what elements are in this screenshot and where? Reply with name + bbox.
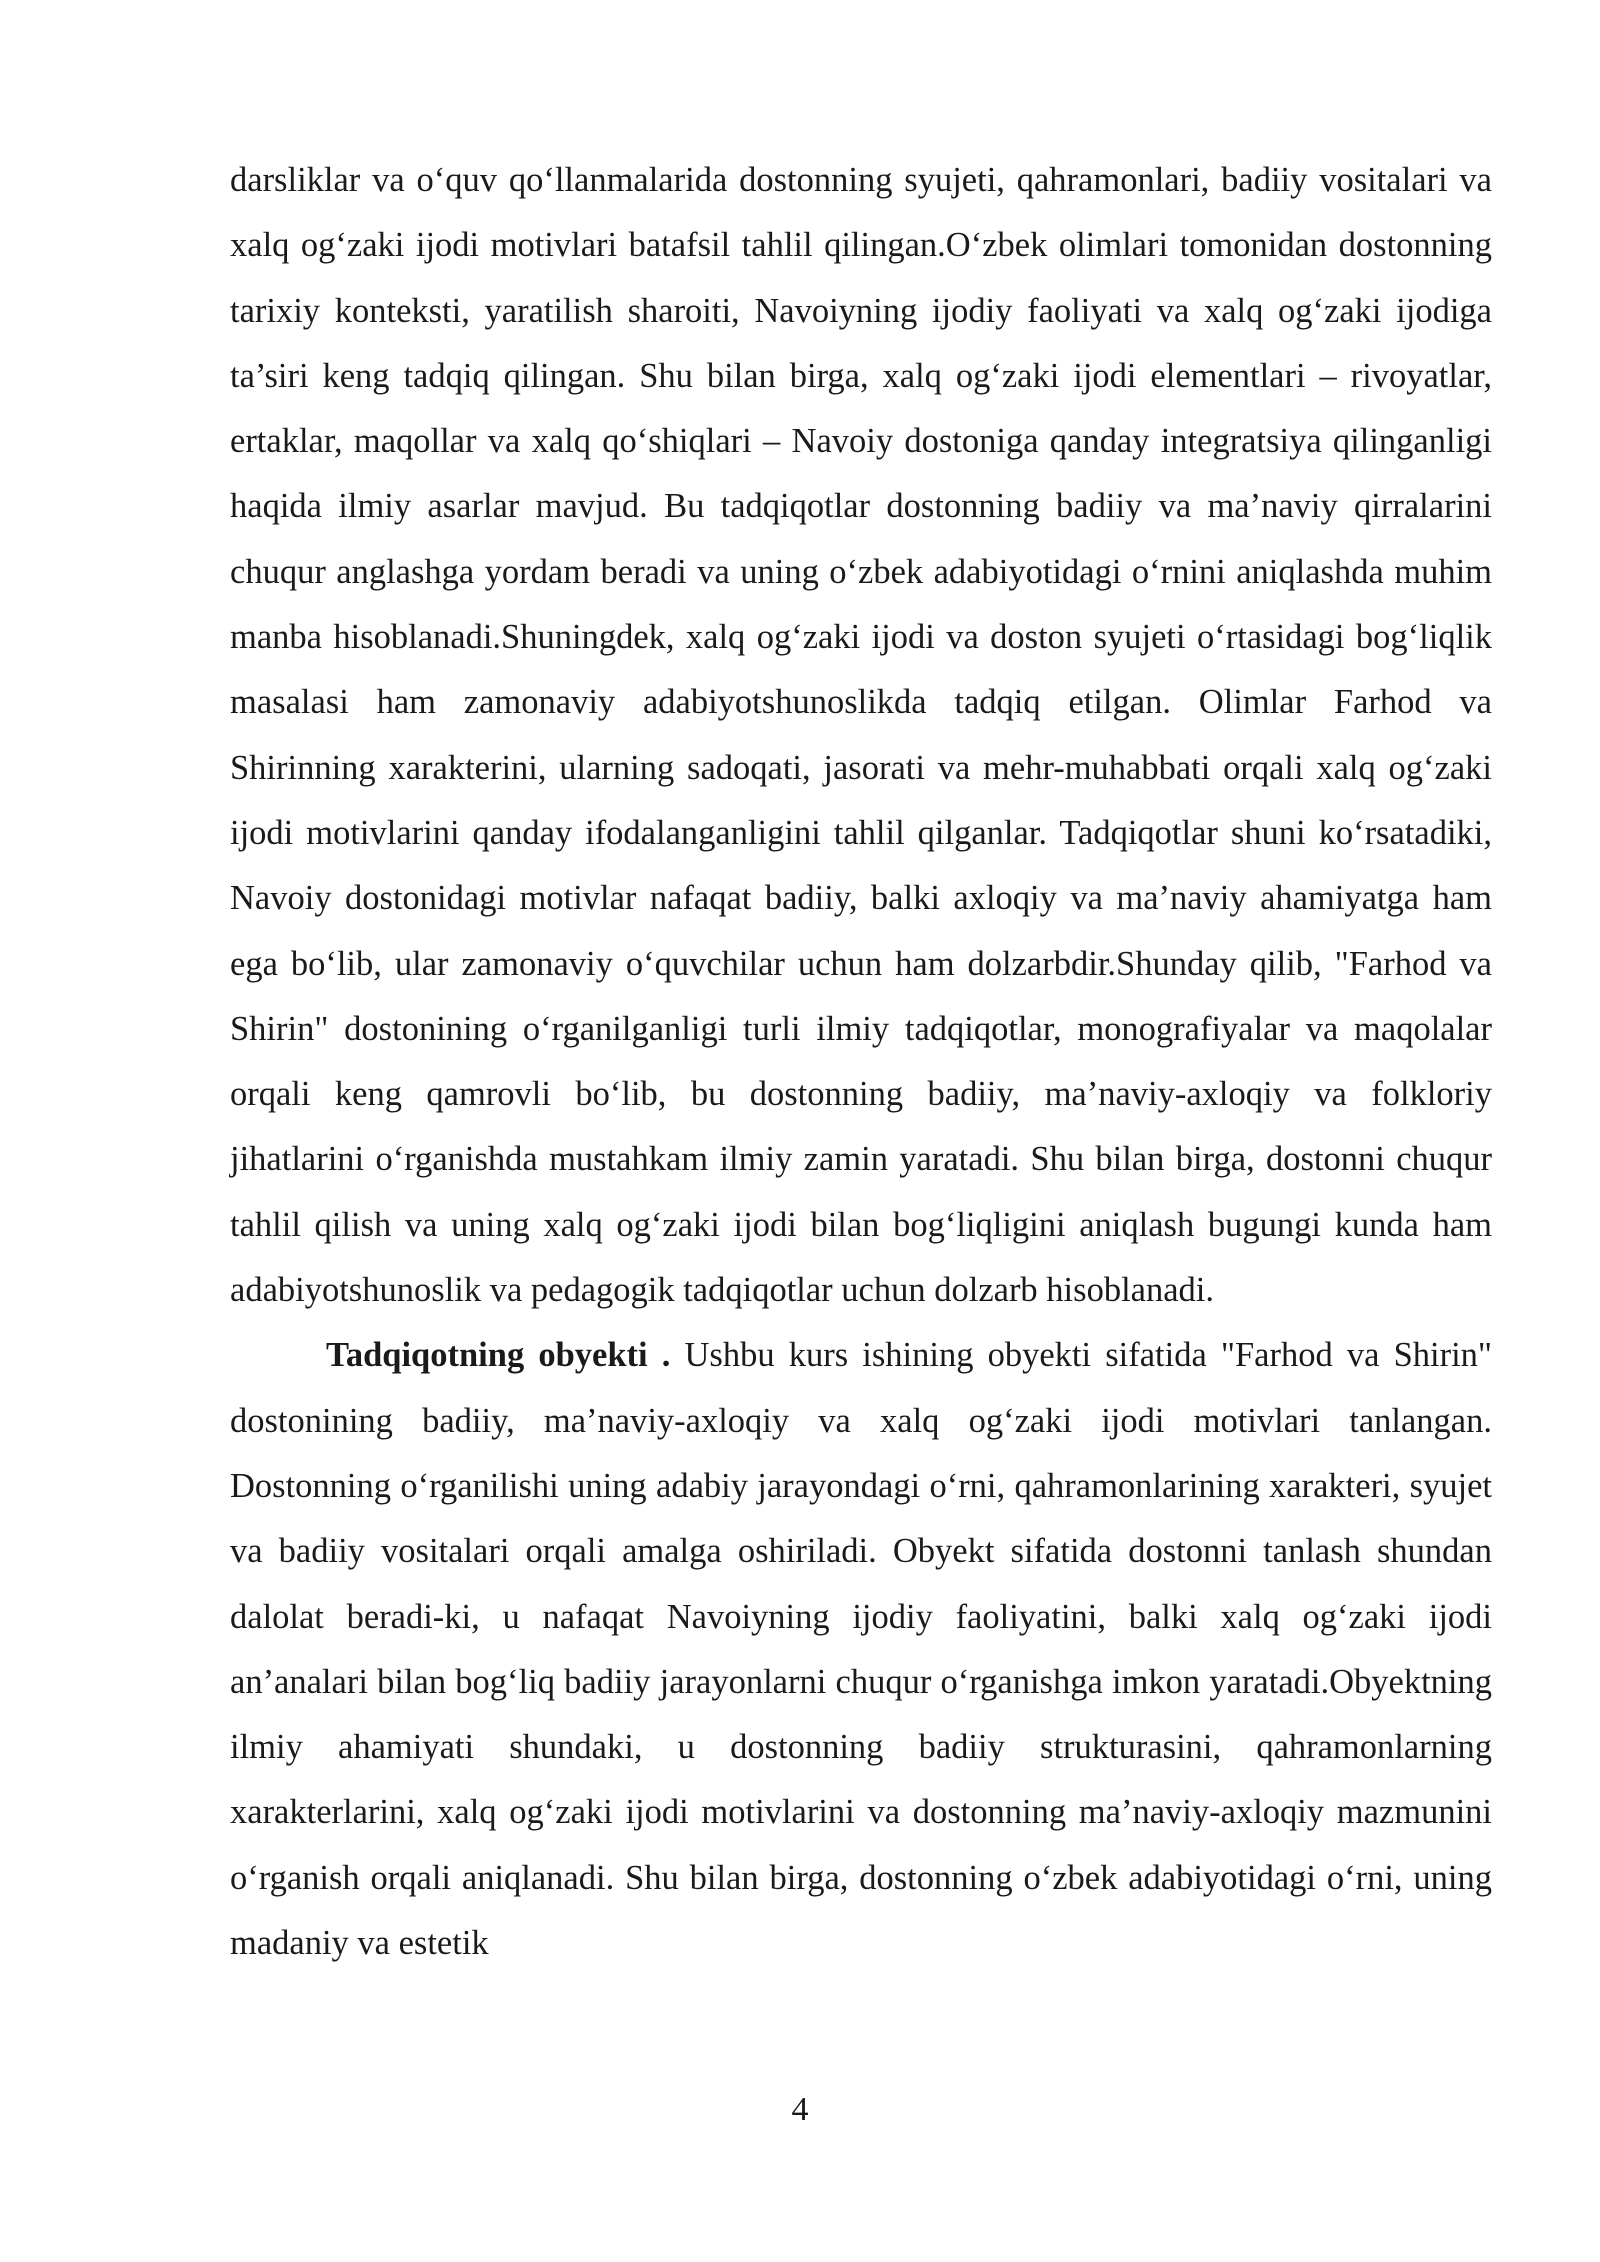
section-heading-object: Tadqiqotning obyekti . [326, 1336, 671, 1375]
document-page [230, 148, 1492, 1976]
body-paragraph-1: darsliklar va o‘quv qo‘llanmalarida dostonning syujeti, qahramonlari, badiiy vositalari va xalq og‘zaki ijodi motivlari batafsil tahlil qilingan.O‘zbek olimlari tomonidan dostonning tarixiy konteksti, yaratilish sharoiti, Navoiyning ijodiy faoliyati va xalq og‘zaki ijodiga ta’siri keng tadqiq qilingan. Shu bilan birga, xalq og‘zaki ijodi elementlari – rivoyatlar, ertaklar, maqollar va xalq qo‘shiqlari – Navoiy dostoniga qanday integratsiya qilinganligi haqida ilmiy asarlar mavjud. Bu tadqiqotlar dostonning badiiy va ma’naviy qirralarini chuqur anglashga yordam beradi va uning o‘zbek adabiyotidagi o‘rnini aniqlashda muhim manba hisoblanadi.Shuningdek, xalq og‘zaki ijodi va doston syujeti o‘rtasidagi bog‘liqlik masalasi ham zamonaviy adabiyotshunoslikda tadqiq etilgan. Olimlar Farhod va Shirinning xarakterini, ularning sadoqati, jasorati va mehr-muhabbati orqali xalq og‘zaki ijodi motivlarini qanday ifodalanganligini tahlil qilganlar. Tadqiqotlar shuni ko‘rsatadiki, Navoiy dostonidagi motivlar nafaqat badiiy, balki axloqiy va ma’naviy ahamiyatga ham ega bo‘lib, ular zamonaviy o‘quvchilar uchun ham dolzarbdir.Shunday qilib, "Farhod va Shirin" dostonining o‘rganilganligi turli ilmiy tadqiqotlar, monografiyalar va maqolalar orqali keng qamrovli bo‘lib, bu dostonning badiiy, ma’naviy-axloqiy va folkloriy jihatlarini o‘rganishda mustahkam ilmiy zamin yaratadi. Shu bilan birga, dostonni chuqur tahlil qilish va uning xalq og‘zaki ijodi bilan bog‘liqligini aniqlash bugungi kunda ham adabiyotshunoslik va pedagogik tadqiqotlar uchun dolzarb hisoblanadi. [230, 161, 1492, 1310]
body-paragraph-2-text: Ushbu kurs ishining obyekti sifatida "Farhod va Shirin" dostonining badiiy, ma’naviy-axloqiy va xalq og‘zaki ijodi motivlari tanlangan. Dostonning o‘rganilishi uning adabiy jarayondagi o‘rni, qahramonlarining xarakteri, syujet va badiiy vositalari orqali amalga oshiriladi. Obyekt sifatida dostonni tanlash shundan dalolat beradi-ki, u nafaqat Navoiyning ijodiy faoliyatini, balki xalq og‘zaki ijodi an’analari bilan bog‘liq badiiy jarayonlarni chuqur o‘rganishga imkon yaratadi.Obyektning ilmiy ahamiyati shundaki, u dostonning badiiy strukturasini, qahramonlarning xarakterlarini, xalq og‘zaki ijodi motivlarini va dostonning ma’naviy-axloqiy mazmunini o‘rganish orqali aniqlanadi. Shu bilan birga, dostonning o‘zbek adabiyotidagi o‘rni, uning madaniy va estetik [230, 1336, 1493, 1963]
body-paragraph-2 [230, 1323, 1492, 1976]
page-number: 4 [791, 2091, 809, 2128]
